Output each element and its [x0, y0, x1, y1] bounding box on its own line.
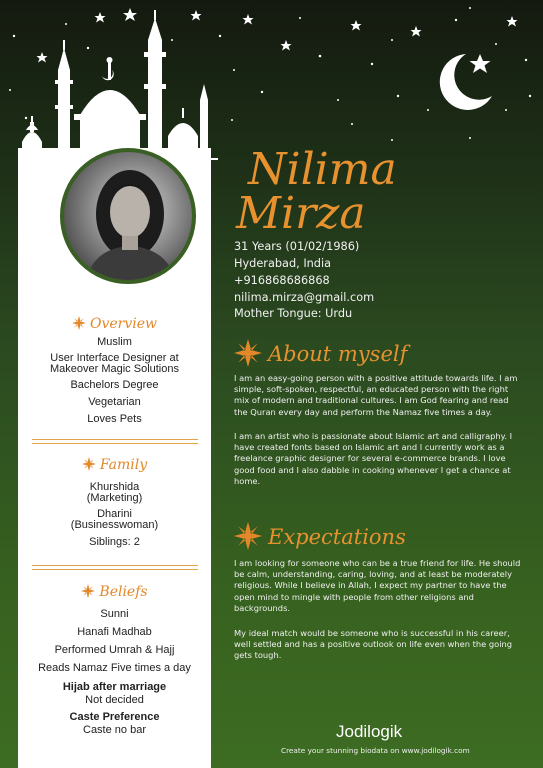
overview-employer: Makeover Magic Solutions [49, 363, 179, 375]
overview-religion: Muslim [97, 336, 132, 348]
mother-tongue: Mother Tongue: Urdu [234, 307, 353, 320]
beliefs-pilgrimage: Performed Umrah & Hajj [54, 644, 175, 656]
location: Hyderabad, India [234, 257, 332, 270]
section-divider [32, 439, 198, 444]
first-name: Nilima [248, 144, 397, 195]
about-paragraph-2: I am an artist who is passionate about Islamic art and calligraphy. I have created fonts based on Islamic art and I currently work as a freelance graphic designer for several e-commerce brands. I love good food and I also dabble in cooking whenever I get a chance at home. [234, 431, 513, 486]
section-divider [32, 565, 198, 570]
profile-photo [60, 148, 196, 284]
about-heading: About myself [234, 339, 407, 367]
about-paragraph-1: I am an easy-going person with a positive attitude towards life. I am simple, soft-spoken, respectful, an educated person with the right mix of modern and traditional cultures. I am God fearing and read the Quran every day and perform the Namaz five times a day. [234, 373, 518, 417]
footer-text: Create your stunning biodata on www.jodilogik.com [281, 746, 470, 755]
beliefs-caste-label: Caste Preference [69, 711, 160, 723]
email: nilima.mirza@gmail.com [234, 291, 375, 304]
ornament-icon [234, 522, 262, 550]
family-mother-occupation: (Businesswoman) [70, 519, 159, 531]
mosque-silhouette [18, 10, 218, 160]
family-siblings: Siblings: 2 [89, 536, 140, 548]
expectations-paragraph-2: My ideal match would be someone who is successful in his career, well settled and has a positive outlook on life even when the going gets tough. [234, 628, 513, 661]
beliefs-hijab-label: Hijab after marriage [62, 681, 167, 693]
age-dob: 31 Years (01/02/1986) [234, 240, 360, 253]
family-heading: Family [18, 457, 211, 473]
jodilogik-logo: Jodilogik [336, 722, 403, 741]
star-icon [411, 26, 422, 37]
expectations-paragraph-1: I am looking for someone who can be a true friend for life. He should be calm, understanding, caring, loving, and at least be moderately religious. While I believe in Allah, I expect my partner to have the open mind to mingle with people from other religions and backgrounds. [234, 558, 521, 613]
overview-heading: Overview [18, 316, 211, 332]
star-icon [470, 54, 491, 73]
overview-occupation: User Interface Designer at [50, 352, 179, 364]
ornament-icon [72, 316, 86, 330]
star-icon [351, 20, 362, 31]
family-father-name: Khurshida [89, 481, 140, 493]
overview-hobby: Loves Pets [87, 413, 142, 425]
beliefs-caste-value: Caste no bar [83, 724, 146, 736]
ornament-icon [82, 457, 96, 471]
crescent-moon-icon [432, 48, 502, 113]
overview-education: Bachelors Degree [70, 379, 159, 391]
beliefs-madhab: Hanafi Madhab [77, 626, 152, 638]
ornament-icon [234, 339, 262, 367]
star-icon [507, 16, 518, 27]
star-icon [281, 40, 292, 51]
beliefs-heading: Beliefs [18, 584, 211, 600]
overview-diet: Vegetarian [88, 396, 141, 408]
beliefs-namaz: Reads Namaz Five times a day [38, 662, 191, 674]
phone: +916868686868 [234, 274, 330, 287]
star-icon [243, 14, 254, 25]
last-name: Mirza [236, 188, 366, 239]
expectations-heading: Expectations [234, 522, 406, 550]
family-mother-name: Dharini [97, 508, 132, 520]
family-father-occupation: (Marketing) [86, 492, 143, 504]
ornament-icon [81, 584, 95, 598]
beliefs-sect: Sunni [100, 608, 129, 620]
beliefs-hijab-value: Not decided [85, 694, 144, 706]
